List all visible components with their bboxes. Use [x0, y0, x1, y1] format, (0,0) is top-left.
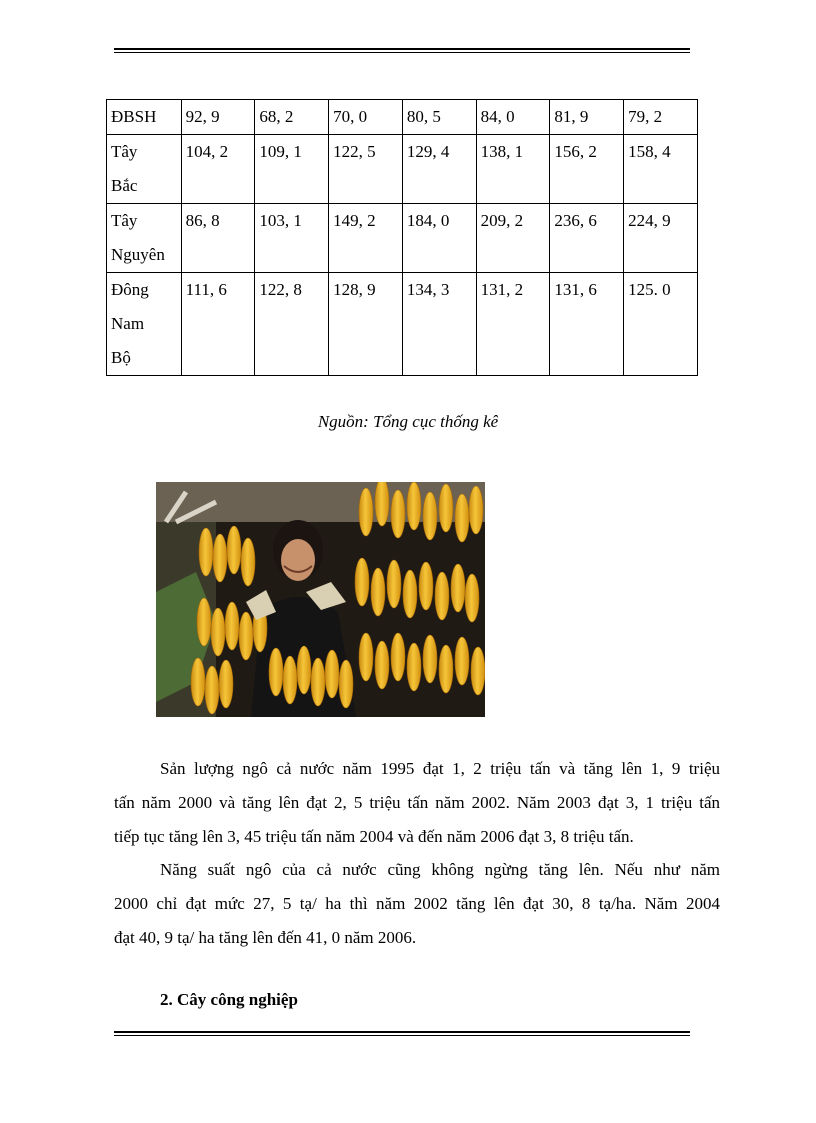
value-cell: 131, 6 — [550, 273, 624, 376]
paragraph-corn-yield — [114, 853, 720, 955]
paragraph-line: 2000 chỉ đạt mức 27, 5 tạ/ ha thì năm 2002 tăng lên đạt 30, 8 tạ/ha. Năm 2004 — [114, 894, 720, 913]
paragraph-line: đạt 40, 9 tạ/ ha tăng lên đến 41, 0 năm 2006. — [114, 928, 417, 947]
value-cell: 103, 1 — [255, 204, 329, 273]
region-label: Đông — [111, 280, 149, 299]
region-label: Tây — [111, 142, 138, 161]
region-label: Bắc — [111, 176, 138, 195]
value-cell: 92, 9 — [181, 100, 255, 135]
value-cell: 81, 9 — [550, 100, 624, 135]
value-cell: 138, 1 — [476, 135, 550, 204]
region-cell — [107, 273, 182, 376]
table-row — [107, 100, 698, 135]
region-cell — [107, 204, 182, 273]
region-label: Nam — [111, 314, 145, 333]
paragraph-line: tấn năm 2000 và tăng lên đạt 2, 5 triệu tấn năm 2002. Năm 2003 đạt 3, 1 triệu tấn — [114, 793, 720, 812]
value-cell: 86, 8 — [181, 204, 255, 273]
value-cell: 134, 3 — [402, 273, 476, 376]
value-cell: 122, 5 — [329, 135, 403, 204]
value-cell: 149, 2 — [329, 204, 403, 273]
paragraph-line: tiếp tục tăng lên 3, 45 triệu tấn năm 2004 và đến năm 2006 đạt 3, 8 triệu tấn. — [114, 827, 634, 846]
paragraph-corn-output — [114, 752, 720, 854]
region-label: Bộ — [111, 348, 131, 367]
table-row — [107, 273, 698, 376]
value-cell: 104, 2 — [181, 135, 255, 204]
value-cell: 236, 6 — [550, 204, 624, 273]
value-cell: 158, 4 — [624, 135, 698, 204]
region-label: ĐBSH — [111, 107, 157, 126]
corn-harvest-photo — [156, 482, 485, 717]
paragraph-line: Sản lượng ngô cả nước năm 1995 đạt 1, 2 triệu tấn và tăng lên 1, 9 triệu — [160, 759, 720, 778]
corn-statistics-table — [106, 99, 698, 376]
value-cell: 224, 9 — [624, 204, 698, 273]
header-rule — [114, 48, 690, 53]
value-cell: 131, 2 — [476, 273, 550, 376]
value-cell: 68, 2 — [255, 100, 329, 135]
value-cell: 80, 5 — [402, 100, 476, 135]
value-cell: 79, 2 — [624, 100, 698, 135]
region-cell — [107, 135, 182, 204]
value-cell: 184, 0 — [402, 204, 476, 273]
value-cell: 129, 4 — [402, 135, 476, 204]
value-cell: 111, 6 — [181, 273, 255, 376]
table-row — [107, 204, 698, 273]
value-cell: 122, 8 — [255, 273, 329, 376]
region-label: Nguyên — [111, 245, 165, 264]
value-cell: 128, 9 — [329, 273, 403, 376]
value-cell: 109, 1 — [255, 135, 329, 204]
footer-rule — [114, 1031, 690, 1036]
region-label: Tây — [111, 211, 138, 230]
value-cell: 84, 0 — [476, 100, 550, 135]
source-note: Nguồn: Tổng cục thống kê — [317, 412, 499, 431]
region-cell — [107, 100, 182, 135]
table-row — [107, 135, 698, 204]
value-cell: 70, 0 — [329, 100, 403, 135]
value-cell: 125. 0 — [624, 273, 698, 376]
paragraph-line: Năng suất ngô của cả nước cũng không ngừng tăng lên. Nếu như năm — [160, 860, 720, 879]
value-cell: 156, 2 — [550, 135, 624, 204]
section-heading: 2. Cây công nghiệp — [160, 990, 298, 1009]
value-cell: 209, 2 — [476, 204, 550, 273]
